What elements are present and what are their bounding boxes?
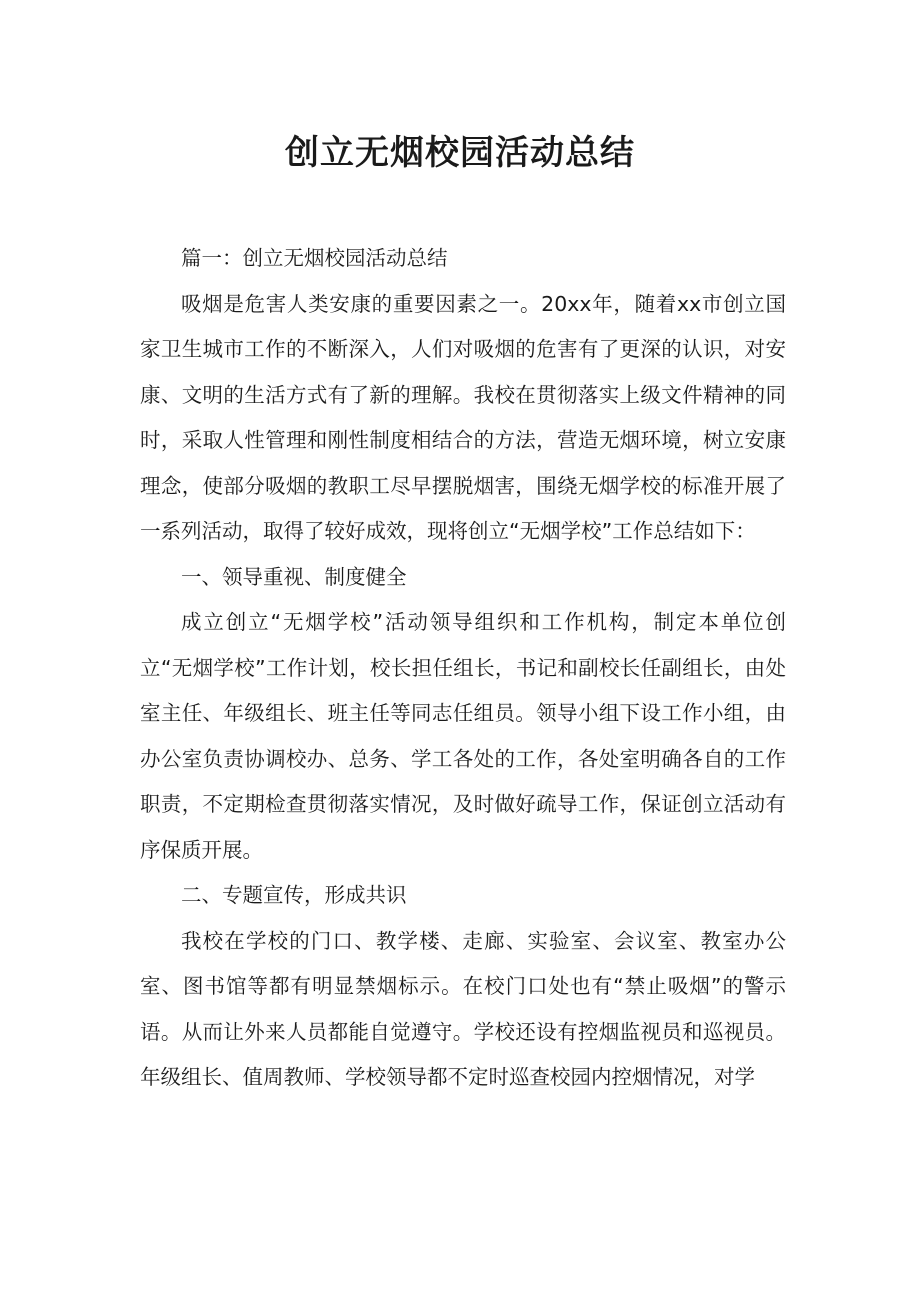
- section-heading: 二、专题宣传，形成共识: [181, 883, 407, 907]
- body-paragraph: 我校在学校的门口、教学楼、走廊、实验室、会议室、教室办公室、图书馆等都有明显禁烟标示。在校门口处也有“禁止吸烟”的警示语。从而让外来人员都能自觉遵守。学校还设有控烟监视员和巡视员。年级组长、值周教师、学校领导都不定时巡查校园内控烟情况，对学: [140, 928, 786, 1089]
- body-paragraph: 成立创立“无烟学校”活动领导组织和工作机构，制定本单位创立“无烟学校”工作计划，校长担任组长，书记和副校长任副组长，由处室主任、年级组长、班主任等同志任组员。领导小组下设工作小组，由办公室负责协调校办、总务、学工各处的工作，各处室明确各自的工作职责，不定期检查贯彻落实情况，及时做好疏导工作，保证创立活动有序保质开展。: [140, 610, 786, 862]
- document-body: [140, 236, 786, 1101]
- section-heading: 篇一：创立无烟校园活动总结: [181, 246, 448, 270]
- document-title: 创立无烟校园活动总结: [285, 133, 635, 173]
- body-paragraph: 吸烟是危害人类安康的重要因素之一。20xx年，随着xx市创立国家卫生城市工作的不断深入，人们对吸烟的危害有了更深的认识，对安康、文明的生活方式有了新的理解。我校在贯彻落实上级文件精神的同时，采取人性管理和刚性制度相结合的方法，营造无烟环境，树立安康理念，使部分吸烟的教职工尽早摆脱烟害，围绕无烟学校的标准开展了一系列活动，取得了较好成效，现将创立“无烟学校”工作总结如下：: [140, 291, 786, 543]
- section-heading: 一、领导重视、制度健全: [181, 564, 407, 589]
